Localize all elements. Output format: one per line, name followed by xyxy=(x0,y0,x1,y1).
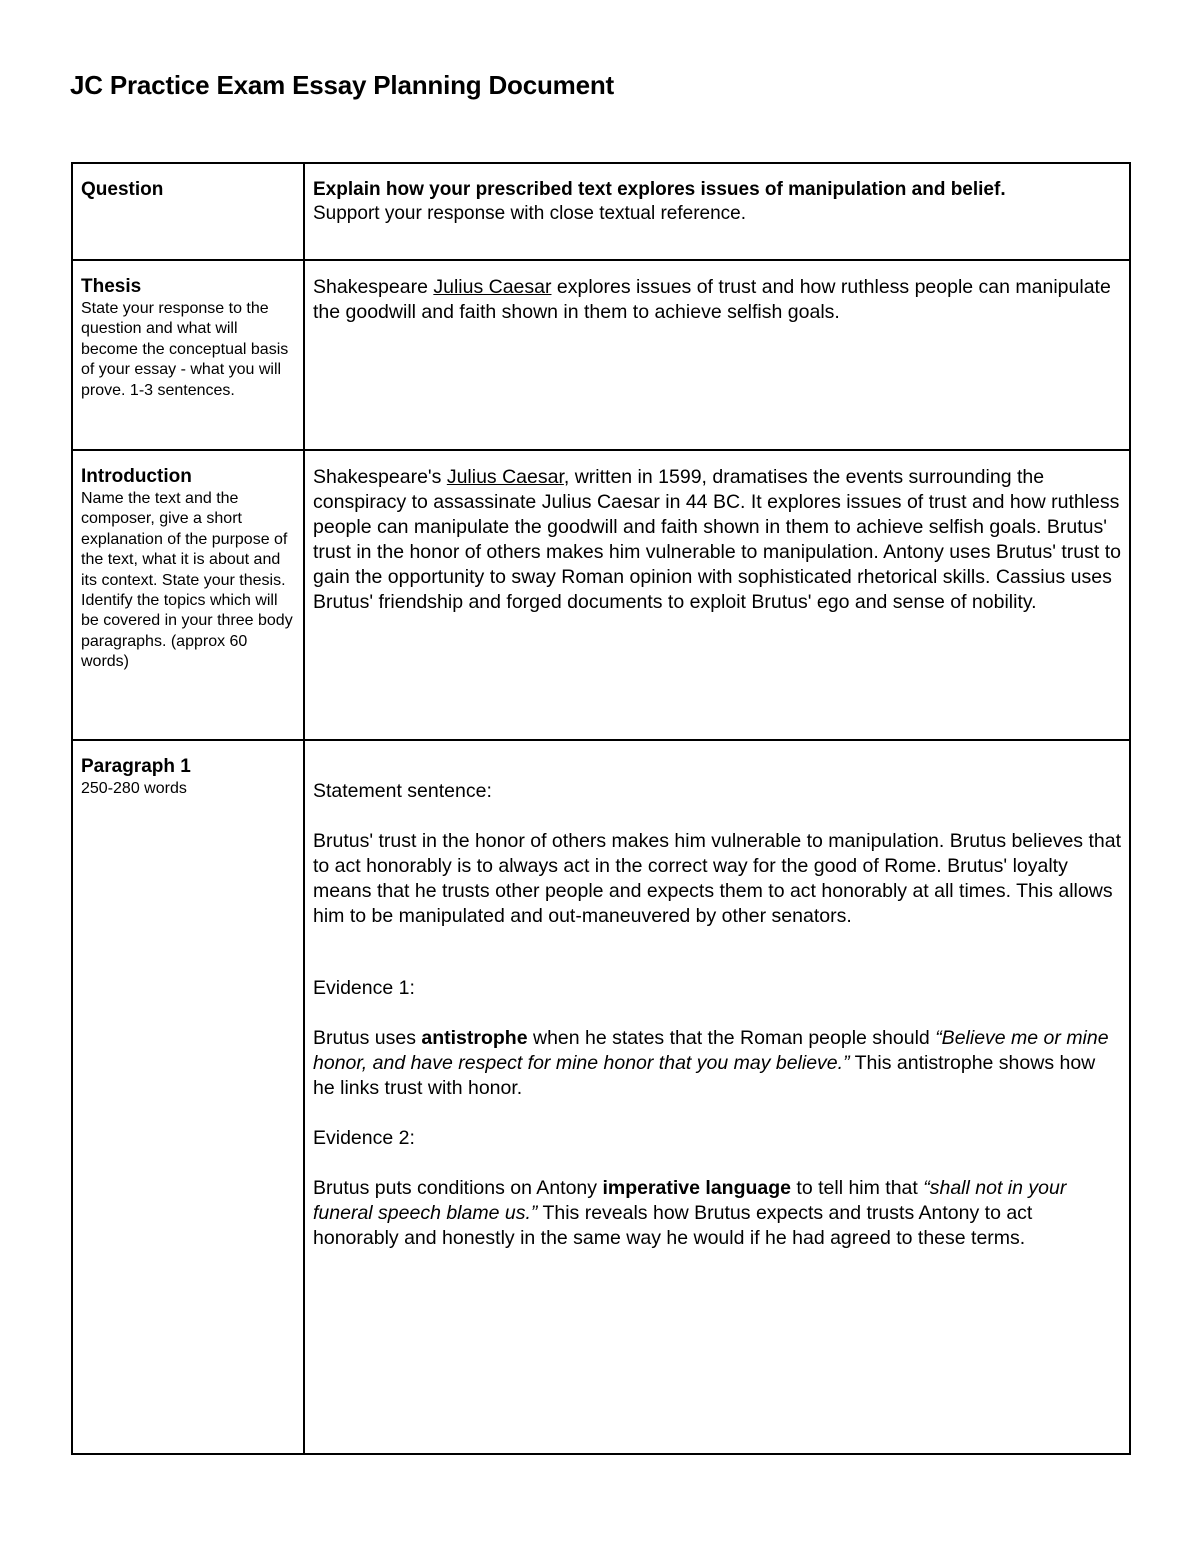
introduction-content-cell xyxy=(304,450,1130,740)
essay-planning-table xyxy=(71,162,1131,1455)
paragraph1-label: Paragraph 1 xyxy=(81,756,191,777)
introduction-description: Name the text and the composer, give a short explanation of the purpose of the text, what it is about and its context. State your thesis. Identify the topics which will be covered in your three body paragraphs. (approx 60 words) xyxy=(81,490,293,671)
question-content-cell xyxy=(304,163,1130,260)
statement-text: Brutus' trust in the honor of others makes him vulnerable to manipulation. Brutus believes that to act honorably is to always act in the correct way for the good of Rome. Brutus' loyalty means that he trusts other people and expects them to act honorably at all times. This allows him to be manipulated and out-maneuvered by other senators. xyxy=(313,830,1121,927)
evidence-1-heading: Evidence 1: xyxy=(313,977,415,999)
question-prompt: Explain how your prescribed text explores issues of manipulation and belief. xyxy=(313,179,1006,200)
thesis-content-cell xyxy=(304,260,1130,450)
introduction-label: Introduction xyxy=(81,466,192,487)
quote: “shall not in your funeral speech blame us.” xyxy=(313,1177,1067,1224)
question-label: Question xyxy=(81,179,164,200)
thesis-text: Shakespeare Julius Caesar explores issues of trust and how ruthless people can manipulate the goodwill and faith shown in them to achieve selfish goals. xyxy=(313,276,1111,323)
technique-term: imperative language xyxy=(602,1177,792,1199)
evidence-1-text: Brutus uses antistrophe when he states that the Roman people should “Believe me or mine honor, and have respect for mine honor that you may believe.” This antistrophe shows how he links trust with honor. xyxy=(313,1027,1109,1099)
table-row-thesis xyxy=(72,260,1130,450)
paragraph1-description: 250-280 words xyxy=(81,780,187,797)
technique-term: antistrophe xyxy=(421,1027,528,1049)
question-prompt-support: Support your response with close textual reference. xyxy=(313,203,747,224)
evidence-2-text: Brutus puts conditions on Antony imperative language to tell him that “shall not in your funeral speech blame us.” This reveals how Brutus expects and trusts Antony to act honorably and honestly in the same way he would if he had agreed to these terms. xyxy=(313,1177,1067,1249)
paragraph1-content-cell xyxy=(304,740,1130,1454)
statement-heading: Statement sentence: xyxy=(313,780,492,802)
thesis-label-cell xyxy=(72,260,304,450)
question-label-cell xyxy=(72,163,304,260)
text-title: Julius Caesar xyxy=(433,276,552,298)
introduction-label-cell xyxy=(72,450,304,740)
thesis-label: Thesis xyxy=(81,276,142,297)
table-row-question xyxy=(72,163,1130,260)
introduction-text: Shakespeare's Julius Caesar, written in 1599, dramatises the events surrounding the conspiracy to assassinate Julius Caesar in 44 BC. It explores issues of trust and how ruthless people can manipulate the goodwill and faith shown in them to achieve selfish goals. Brutus' trust in the honor of others makes him vulnerable to manipulation. Antony uses Brutus' trust to gain the opportunity to sway Roman opinion with sophisticated rhetorical skills. Cassius uses Brutus' friendship and forged documents to exploit Brutus' ego and sense of nobility. xyxy=(313,466,1121,613)
thesis-description: State your response to the question and what will become the conceptual basis of your essay - what you will prove. 1-3 sentences. xyxy=(81,300,289,399)
table-row-paragraph-1 xyxy=(72,740,1130,1454)
page-title: JC Practice Exam Essay Planning Document xyxy=(70,70,614,100)
quote: “Believe me or mine honor, and have respect for mine honor that you may believe.” xyxy=(313,1027,1109,1074)
table-row-introduction xyxy=(72,450,1130,740)
text-title: Julius Caesar xyxy=(446,466,564,488)
evidence-2-heading: Evidence 2: xyxy=(313,1127,415,1149)
paragraph1-label-cell xyxy=(72,740,304,1454)
